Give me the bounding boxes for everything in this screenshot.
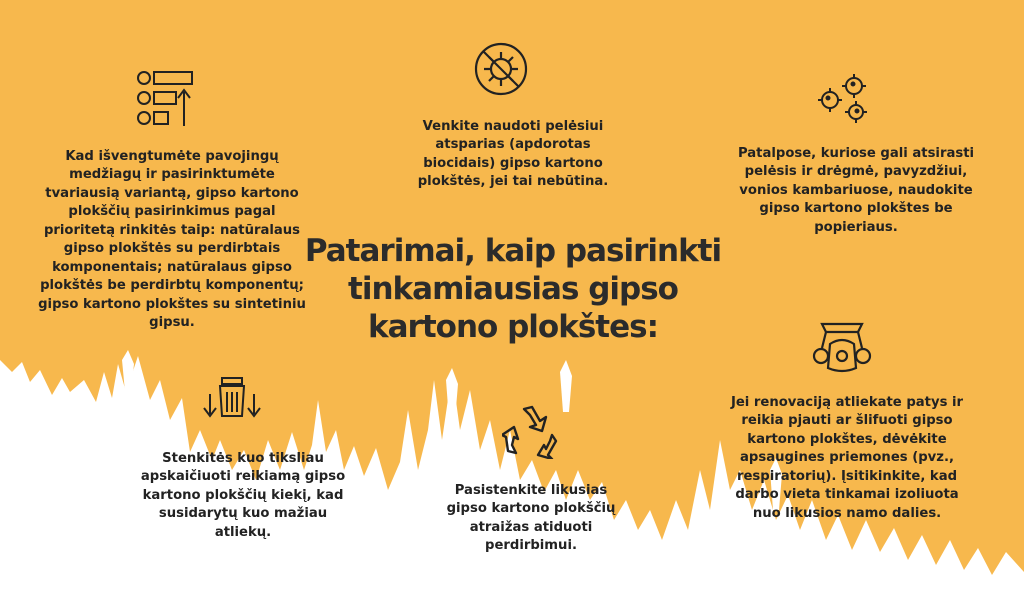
tip-recycle: Pasistenkite likusias gipso kartono plokščių atraižas atiduoti perdirbimui. (446, 483, 616, 554)
tip-quantity: Stenkitės kuo tiksliau apskaičiuoti reikiamą gipso kartono plokščių kiekį, kad susidarytų kuo mažiau atliekų. (140, 451, 346, 540)
ranked-list-icon (134, 68, 198, 130)
waste-bin-icon (202, 374, 262, 426)
mold-spores-icon (816, 72, 872, 128)
recycle-icon (502, 403, 560, 459)
tip-mold-resistant: Venkite naudoti pelėsiui atsparias (apdorotas biocidais) gipso kartono plokštės, jei tai nebūtina. (417, 119, 609, 190)
tip-priority: Kad išvengtumėte pavojingų medžiagų ir pasirinktumėte tvariausią variantą, gipso kartono plokščių pasirinkimus pagal prioritetą rinkitės taip: natūralaus gipso plokštės su perdirbtais komponentais; natūralaus gipso plokštės be perdirbtų komponentų; gipso kartono plokštes su sintetiniu gipsu. (38, 149, 306, 331)
page-title: Patarimai, kaip pasirinkti tinkamiausias gipso kartono plokštes: (304, 233, 722, 345)
no-mold-icon (472, 40, 530, 98)
tip-protection: Jei renovaciją atliekate patys ir reikia pjauti ar šlifuoti gipso kartono plokštes, dėvėkite apsaugines priemones (pvz., respiratorių). Įsitikinkite, kad darbo vieta tinkamai izoliuota nuo likusios namo dalies. (730, 395, 964, 521)
respirator-icon (812, 318, 872, 378)
tip-humid-rooms: Patalpose, kuriose gali atsirasti pelėsis ir drėgmė, pavyzdžiui, vonios kambariuose, naudokite gipso kartono plokštes be popieriaus. (737, 146, 975, 235)
